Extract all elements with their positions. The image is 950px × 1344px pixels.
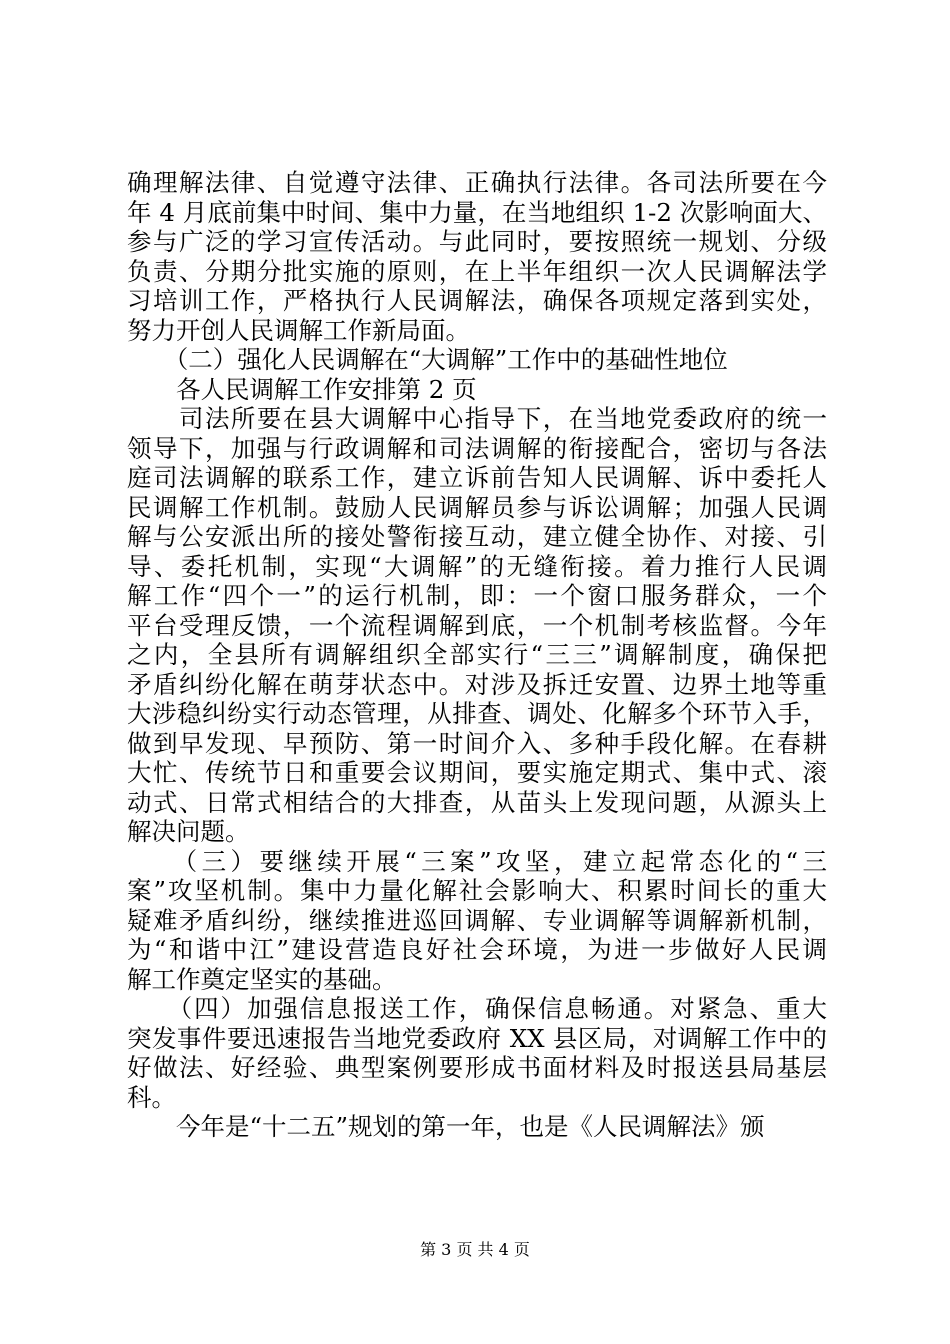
text-line: 参与广泛的学习宣传活动。与此同时，要按照统一规划、分级 [127, 227, 827, 256]
text-line: 矛盾纠纷化解在萌芽状态中。对涉及拆迁安置、边界土地等重 [127, 669, 827, 699]
text-line: 疑难矛盾纠纷，继续推进巡回调解、专业调解等调解新机制， [127, 905, 827, 935]
text-line: 今年是“十二五”规划的第一年，也是《人民调解法》颁 [127, 1112, 765, 1141]
text-line: 领导下，加强与行政调解和司法调解的衔接配合，密切与各法 [127, 433, 827, 463]
text-line: 好做法、好经验、典型案例要形成书面材料及时报送县局基层 [127, 1053, 827, 1082]
text-line: 平台受理反馈，一个流程调解到底，一个机制考核监督。今年 [127, 610, 827, 640]
text-line: 动式、日常式相结合的大排查，从苗头上发现问题，从源头上 [127, 787, 827, 817]
text-line: 司法所要在县大调解中心指导下，在当地党委政府的统一 [127, 404, 827, 433]
text-line: 突发事件要迅速报告当地党委政府 XX 县区局，对调解工作中的 [127, 1023, 827, 1053]
text-line: 导、委托机制，实现“大调解”的无缝衔接。着力推行人民调 [127, 551, 827, 581]
text-line: 负责、分期分批实施的原则，在上半年组织一次人民调解法学 [127, 256, 827, 286]
text-line: 解决问题。 [127, 817, 250, 846]
text-line: 努力开创人民调解工作新局面。 [127, 315, 470, 345]
text-line: 确理解法律、自觉遵守法律、正确执行法律。各司法所要在今 [127, 168, 827, 197]
text-line: 庭司法调解的联系工作，建立诉前告知人民调解、诉中委托人 [127, 463, 827, 492]
text-line: 民调解工作机制。鼓励人民调解员参与诉讼调解；加强人民调 [127, 492, 827, 522]
section-heading: （二）强化人民调解在“大调解”工作中的基础性地位 [127, 345, 728, 374]
text-line: 解工作“四个一”的运行机制，即：一个窗口服务群众，一个 [127, 581, 827, 610]
text-line: 习培训工作，严格执行人民调解法，确保各项规定落到实处， [127, 286, 827, 315]
text-line: 解工作奠定坚实的基础。 [127, 964, 397, 994]
text-line: 各人民调解工作安排第 2 页 [127, 374, 477, 404]
section-heading: （四）加强信息报送工作，确保信息畅通。对紧急、重大 [127, 994, 827, 1023]
text-line: 大忙、传统节日和重要会议期间，要实施定期式、集中式、滚 [127, 758, 827, 787]
text-line: 解与公安派出所的接处警衔接互动，建立健全协作、对接、引 [127, 522, 827, 551]
section-heading: （三）要继续开展“三案”攻坚，建立起常态化的“三 [127, 846, 827, 876]
text-line: 为“和谐中江”建设营造良好社会环境，为进一步做好人民调 [127, 935, 827, 964]
text-line: 年 4 月底前集中时间、集中力量，在当地组织 1-2 次影响面大、 [127, 197, 827, 227]
text-line: 做到早发现、早预防、第一时间介入、多种手段化解。在春耕 [127, 728, 827, 758]
text-line: 科。 [127, 1082, 176, 1112]
text-line: 大涉稳纠纷实行动态管理，从排查、调处、化解多个环节入手， [127, 699, 827, 728]
text-line: 之内，全县所有调解组织全部实行“三三”调解制度，确保把 [127, 640, 827, 669]
text-line: 案”攻坚机制。集中力量化解社会影响大、积累时间长的重大 [127, 876, 827, 905]
page-footer: 第 3 页 共 4 页 [420, 1240, 530, 1259]
